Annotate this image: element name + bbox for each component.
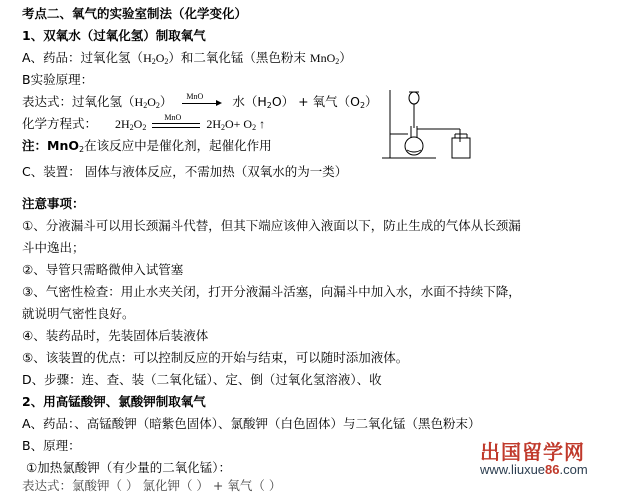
catalyst-note: 注：MnO$_2$在该反应中是催化剂，起催化作用	[22, 138, 272, 154]
note-item-4: ④、装药品时，先装固体后装液体	[22, 328, 209, 343]
eq-label: 化学方程式：	[22, 116, 98, 131]
notes-heading: 注意事项：	[22, 196, 85, 211]
heat-chlorate-line: ①加热氯酸钾（有少量的二氧化锰）：	[26, 460, 231, 475]
watermark-url[interactable]: www.liuxue86.com	[480, 462, 588, 477]
expr-close: ）	[159, 94, 173, 109]
note-item-2: ②、导管只需略微伸入试管塞	[22, 262, 184, 277]
reaction-arrow: MnO	[182, 97, 222, 109]
formula-mno2: MnO$_2$	[309, 51, 340, 66]
drugs-text-b: ）和二氧化锰（黑色粉末	[168, 50, 306, 65]
note-item-3b: 就说明气密性良好。	[22, 306, 135, 321]
drugs-text-c: ）	[339, 50, 352, 65]
expression-line	[22, 91, 378, 114]
eq-lhs: $2H_2O_2$	[115, 117, 147, 132]
section-title: 考点二、氧气的实验室制法（化学变化）	[22, 6, 248, 21]
eq-rhs: $2H_2O+ O_2$ ↑	[206, 117, 266, 132]
expr-products: 水$(H_2O)$ + 氧气$(O_2)$	[232, 94, 378, 110]
note-item-3a: ③、气密性检查：用止水夹关闭，打开分液漏斗活塞，向漏斗中加入水，水面不持续下降，	[22, 284, 521, 299]
drugs-line	[22, 50, 352, 70]
note-item-1b: 斗中逸出；	[22, 240, 85, 255]
formula-h2o2: $H_2O_2$	[143, 51, 169, 66]
device-line: C、装置： 固体与液体反应，不需加热（双氧水的为一类）	[22, 164, 348, 179]
equation-line	[22, 112, 266, 136]
principle2-label: B、原理：	[22, 438, 81, 453]
principle-label: B实验原理：	[22, 72, 94, 87]
cut-expression-line: 表达式：氯酸钾（ ） 氯化钾（ ） + 氧气（ ）	[22, 478, 282, 493]
watermark-title: 出国留学网	[480, 440, 585, 464]
expr-formula-h2o2: $H_2O_2$	[134, 95, 160, 110]
site-watermark	[472, 436, 617, 480]
heading-hydrogen-peroxide: 1、双氧水（过氧化氢）制取氧气	[22, 28, 206, 43]
drugs2-line: A、药品：、高锰酸钾（暗紫色固体）、氯酸钾（白色固体）与二氧化锰（黑色粉末）	[22, 416, 481, 431]
expr-label: 表达式：过氧化氢（	[22, 94, 135, 109]
heading-permanganate: 2、用高锰酸钾、氯酸钾制取氧气	[22, 394, 206, 409]
apparatus-illustration	[376, 82, 476, 162]
equation-condition: MnO	[152, 119, 200, 131]
note-item-1a: ①、分液漏斗可以用长颈漏斗代替，但其下端应该伸入液面以下，防止生成的气体从长颈漏	[22, 218, 521, 233]
steps-line: D、步骤：连、查、装（二氧化锰）、定、倒（过氧化氢溶液）、收	[22, 372, 382, 387]
note-item-5: ⑤、该装置的优点：可以控制反应的开始与结束，可以随时添加液体。	[22, 350, 409, 365]
drugs-text-a: A、药品：过氧化氢（	[22, 50, 144, 65]
